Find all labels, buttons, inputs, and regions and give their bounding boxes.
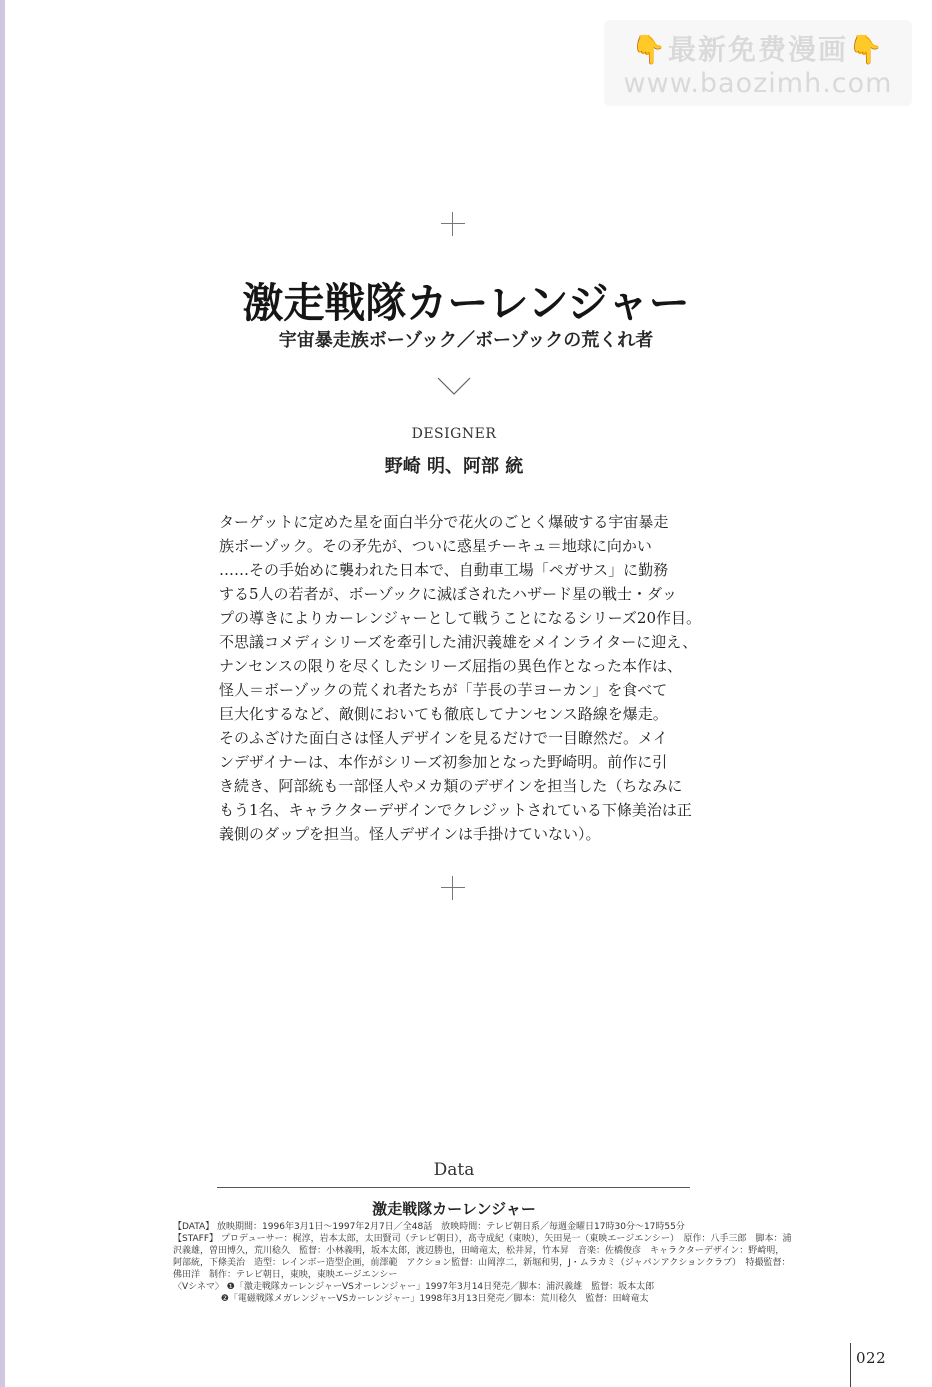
data-credit-line: 【DATA】 放映期間：1996年3月1日〜1997年2月7日／全48話 放映時間：テレビ朝日系／毎週金曜日17時30分〜17時55分 — [173, 1222, 685, 1232]
data-divider — [217, 1187, 690, 1188]
watermark-line1 — [604, 28, 912, 68]
plus-ornament-bottom — [441, 876, 465, 900]
data-credit-line: 阿部統，下條美治 造型：レインボー造型企画，前澤範 アクション監督：山岡淳二，新堀和男，J・ムラカミ（ジャパンアクションクラブ） 特撮監督： — [173, 1258, 791, 1268]
data-credit-line: 〈Vシネマ〉 ❶「激走戦隊カーレンジャーVSオーレンジャー」1997年3月14日発売／脚本：浦沢義雄 監督：坂本太郎 — [173, 1282, 655, 1292]
chevron-down-icon — [437, 376, 471, 396]
data-credits — [173, 1221, 792, 1305]
body-line: 義側のダップを担当。怪人デザインは手掛けていない）。 — [219, 825, 601, 843]
page-number: 022 — [856, 1349, 887, 1367]
designer-label: DESIGNER — [411, 426, 497, 442]
plus-ornament-top — [441, 212, 465, 236]
body-line: する5人の若者が、ボーゾックに滅ぼされたハザード星の戦士・ダッ — [219, 585, 678, 603]
page-subtitle: 宇宙暴走族ボーゾック／ボーゾックの荒くれ者 — [278, 330, 654, 351]
body-line: 怪人＝ボーゾックの荒くれ者たちが「芋長の芋ヨーカン」を食べて — [219, 681, 668, 699]
data-section-title: 激走戦隊カーレンジャー — [372, 1200, 536, 1218]
designer-names: 野崎 明、阿部 統 — [384, 456, 524, 477]
body-line: もう1名、キャラクターデザインでクレジットされている下條美治は正 — [219, 801, 692, 819]
body-line: ターゲットに定めた星を面白半分で花火のごとく爆破する宇宙暴走 — [219, 513, 669, 531]
data-credit-line: 沢義雄，曽田博久，荒川稔久 監督：小林義明，坂本太郎，渡辺勝也，田﨑竜太，松井昇，竹本昇 音楽：佐橋俊彦 キャラクターデザイン：野崎明， — [173, 1246, 785, 1256]
data-credit-line: 【STAFF】 プロデューサー：梶淳，岩本太郎，太田賢司（テレビ朝日），髙寺成紀（東映），矢田晃一（東映エージエンシー） 原作：八手三郎 脚本：浦 — [173, 1234, 792, 1244]
body-line: そのふざけた面白さは怪人デザインを見るだけで一目瞭然だ。メイ — [219, 729, 668, 747]
body-line: プの導きによりカーレンジャーとして戦うことになるシリーズ20作目。 — [219, 609, 701, 627]
data-section-label: Data — [433, 1160, 475, 1180]
pointing-down-hand-icon: 👇 — [631, 33, 668, 66]
watermark-banner — [604, 20, 912, 106]
body-line: ……その手始めに襲われた日本で、自動車工場「ペガサス」に勤務 — [219, 561, 669, 579]
body-line: ナンセンスの限りを尽くしたシリーズ屈指の異色作となった本作は、 — [219, 657, 683, 675]
page-number-rule — [850, 1343, 851, 1387]
watermark-url: www.baozimh.com — [623, 68, 893, 99]
data-credit-line: ❷「電磁戦隊メガレンジャーVSカーレンジャー」1998年3月13日発売／脚本：荒川稔久 監督：田﨑竜太 — [173, 1294, 649, 1304]
data-credit-line: 佛田洋 制作：テレビ朝日，東映，東映エージエンシー — [173, 1270, 398, 1280]
watermark-text: 最新免费漫画 — [667, 33, 848, 66]
pointing-down-hand-icon: 👇 — [848, 33, 885, 66]
body-line: き続き、阿部統も一部怪人やメカ類のデザインを担当した（ちなみに — [219, 777, 683, 795]
body-line: 族ボーゾック。その矛先が、ついに惑星チーキュ＝地球に向かい — [219, 537, 652, 555]
body-line: ンデザイナーは、本作がシリーズ初参加となった野崎明。前作に引 — [219, 753, 668, 771]
body-line: 巨大化するなど、敵側においても徹底してナンセンス路線を爆走。 — [219, 705, 668, 723]
body-line: 不思議コメディシリーズを牽引した浦沢義雄をメインライターに迎え、 — [219, 633, 698, 651]
body-text — [219, 510, 699, 846]
page-title: 激走戦隊カーレンジャー — [242, 279, 690, 327]
